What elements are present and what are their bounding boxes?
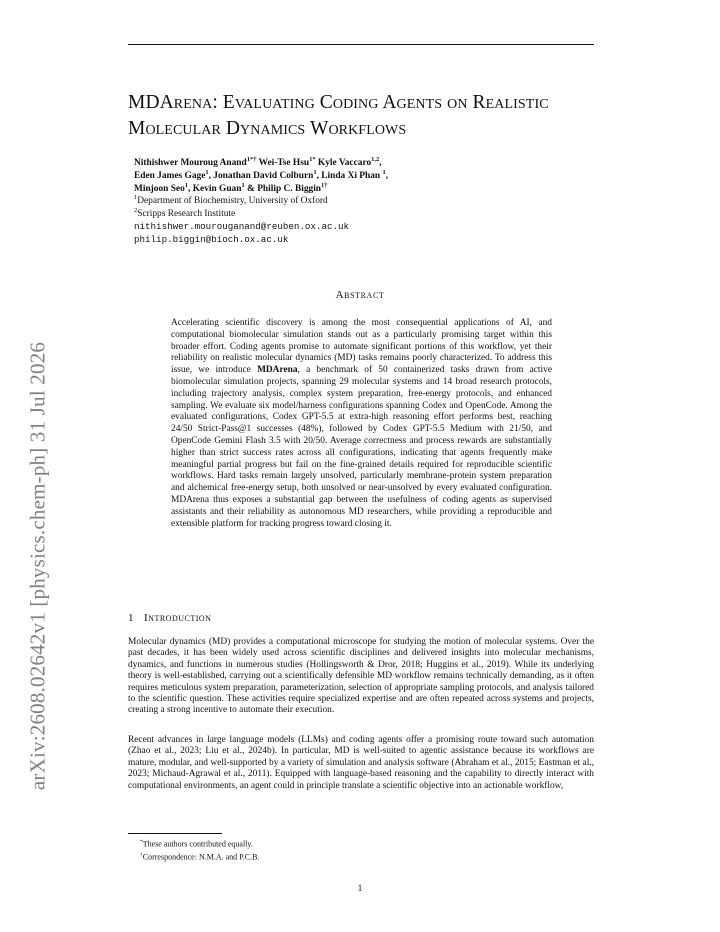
author-name: Minjoon Seo bbox=[134, 183, 185, 194]
author-sup: 1 bbox=[184, 181, 189, 189]
intro-paragraph-1: Molecular dynamics (MD) provides a computational microscope for studying the motion of molecular systems. Over the past decades, it has been widely used across scientific disciplines and delivered insights into molecular mechanisms, dynamics, and functions in numerous studies (Hollingsworth & Dror, 2018; Huggins et al., 2019). While its underlying theory is well-established, carrying out a scientifically defensible MD workflow remains technically demanding, as it often requires meticulous system preparation, parameterization, selection of appropriate sampling protocols, and analysis tailored to the scientific question. These activities require specialized expertise and are often repeated across systems and projects, creating a strong incentive to automate their execution. bbox=[128, 637, 594, 716]
footnote-mark: * bbox=[140, 839, 143, 845]
affiliation-text: Scripps Research Institute bbox=[137, 209, 236, 220]
footnote-text: These authors contributed equally. bbox=[142, 839, 253, 849]
affiliation-1 bbox=[134, 195, 574, 208]
footnotes bbox=[140, 837, 259, 863]
email-1[interactable]: nithishwer.mourouganand@reuben.ox.ac.uk bbox=[134, 220, 350, 232]
author-sup: 1 bbox=[313, 168, 317, 176]
author-name: , Linda Xi Phan bbox=[316, 170, 383, 181]
author-name: Kyle Vaccaro bbox=[315, 158, 372, 168]
author-sup: 1,2 bbox=[371, 155, 380, 163]
footnote-mark: † bbox=[140, 852, 143, 859]
email-2[interactable]: philip.biggin@bioch.ox.ac.uk bbox=[134, 233, 289, 245]
footnote-1 bbox=[140, 837, 259, 850]
author-name: , Kevin Guan bbox=[188, 183, 242, 194]
footnote-text: Correspondence: N.M.A. and P.C.B. bbox=[142, 852, 260, 862]
section-number: 1 bbox=[128, 612, 134, 624]
affiliation-2 bbox=[134, 208, 574, 221]
author-name: , Jonathan David Colburn bbox=[208, 170, 314, 181]
abstract-benchmark-name: MDArena bbox=[257, 365, 298, 376]
affiliation-sup: 1 bbox=[134, 194, 138, 202]
abstract-text-part: , a benchmark of 50 containerized tasks drawn from active biomolecular simulation projects, spanning 29 molecular systems and 14 broad research protocols, including trajectory analysis, complex system preparation, free-energy protocols, and enhanced sampling. We evaluate six model/harness configurations spanning Codex and OpenCode. Among the evaluated configurations, Codex GPT-5.5 at extra-high reasoning effort performs best, reaching 24/50 Strict-Pass@1 successes (48%), followed by Codex GPT-5.5 Medium with 21/50, and OpenCode Gemini Flash 3.5 with 20/50. Average correctness and process rewards are substantially higher than strict success rates across all configurations, indicating that agents frequently make meaningful partial progress but fail on the fine-grained details required for reproducible scientific workflows. Hard tasks remain largely unsolved, particularly membrane-protein system preparation and alchemical free-energy setup, both unsolved or near-unsolved by every evaluated configuration. MDArena thus exposes a substantial gap between the usefulness of coding agents as supervised assistants and their reliability as autonomous MD researchers, while providing a reproducible and extensible platform for tracking progress toward closing it. bbox=[171, 365, 552, 529]
author-sup: 1 bbox=[382, 168, 386, 176]
affiliation-sup: 2 bbox=[134, 207, 138, 215]
footnote-rule bbox=[128, 833, 222, 834]
section-title: Introduction bbox=[144, 612, 212, 624]
author-block bbox=[134, 157, 574, 247]
author-name: & Philip C. Biggin bbox=[244, 183, 322, 194]
abstract-text bbox=[171, 318, 552, 530]
section-heading-introduction bbox=[128, 612, 211, 624]
page-number: 1 bbox=[357, 884, 363, 894]
author-sup: 1† bbox=[321, 181, 328, 189]
author-name: Eden James Gage bbox=[134, 170, 206, 181]
footnote-2 bbox=[140, 850, 259, 863]
author-names: Nithishwer Mouroug Anand$^{1*\dagger}$ Wei-Tse Hsu$^{1*}$ Kyle Vaccaro$^{1,2}$, Eden James Gage$^1$, Jonathan David Colburn$^1$, Linda Xi Phan $^1$, Minjoon Seo$^1$, Kevin Guan$^1$ & Philip C. Biggin$^{1\dagger}$ bbox=[134, 155, 389, 194]
author-sup: 1*† bbox=[246, 155, 257, 163]
author-sup: 1* bbox=[309, 155, 316, 163]
author-name: Wei-Tse Hsu bbox=[256, 158, 310, 168]
abstract-heading: Abstract bbox=[335, 289, 385, 301]
arxiv-identifier: arXiv:2608.02642v1 [physics.chem-ph] 31 Jul 2026 bbox=[25, 341, 50, 791]
author-sup: 1 bbox=[205, 168, 209, 176]
abstract-text-part: Accelerating scientific discovery is among the most consequential applications of AI, and computational biomolecular simulation stands out as a particularly promising target within this broader effort. Coding agents promise to automate significant portions of this workflow, yet their reliability on realistic molecular dynamics (MD) tasks remains poorly characterized. To address this issue, we introduce bbox=[171, 318, 552, 376]
header-rule bbox=[128, 44, 594, 45]
affiliation-text: Department of Biochemistry, University of Oxford bbox=[137, 196, 328, 207]
author-sup: 1 bbox=[241, 181, 245, 189]
author-name: Nithishwer Mouroug Anand bbox=[134, 158, 247, 168]
intro-paragraph-2: Recent advances in large language models (LLMs) and coding agents offer a promising route toward such automation (Zhao et al., 2023; Liu et al., 2024b). In particular, MD is well-suited to agentic assistance because its workflows are mature, modular, and well-supported by a variety of simulation and analysis software (Abraham et al., 2015; Eastman et al., 2023; Michaud-Agrawal et al., 2011). Equipped with language-based reasoning and the capability to directly interact with computational environments, an agent could in principle translate a scientific objective into an actionable workflow, bbox=[128, 735, 594, 791]
paper-title: MDArena: Evaluating Coding Agents on Realistic Molecular Dynamics Workflows bbox=[128, 92, 549, 139]
